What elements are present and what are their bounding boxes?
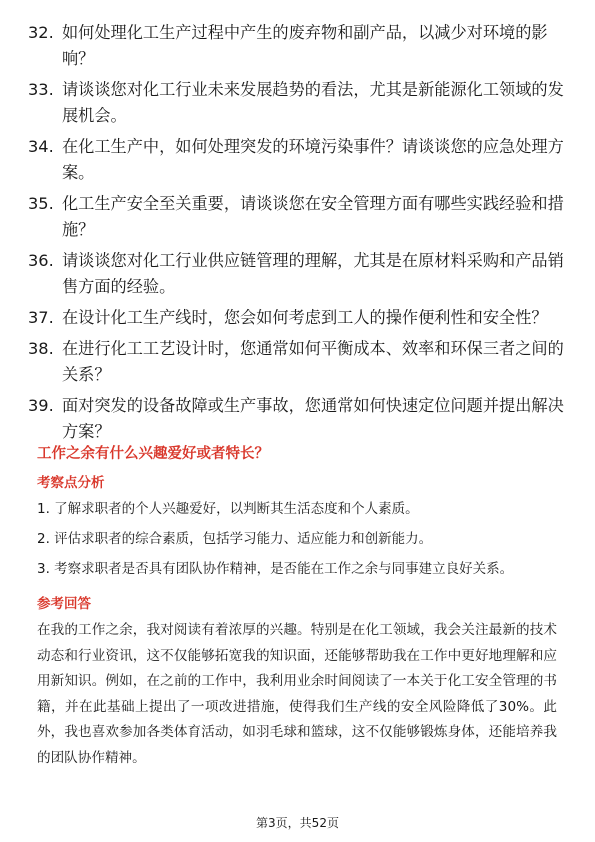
question-text: 在化工生产中，如何处理突发的环境污染事件？请谈谈您的应急处理方案。 [62,137,564,182]
question-text: 在进行化工工艺设计时，您通常如何平衡成本、效率和环保三者之间的关系？ [62,339,564,384]
question-text: 如何处理化工生产过程中产生的废弃物和副产品，以减少对环境的影响？ [62,23,548,68]
question-item [28,393,568,445]
analysis-list [37,500,567,590]
question-number: 32. [28,23,54,42]
analysis-item: 2. 评估求职者的综合素质，包括学习能力、适应能力和创新能力。 [37,531,433,547]
question-text: 请谈谈您对化工行业供应链管理的理解，尤其是在原材料采购和产品销售方面的经验。 [62,251,564,296]
analysis-item: 1. 了解求职者的个人兴趣爱好，以判断其生活态度和个人素质。 [37,501,419,517]
question-item [28,248,568,300]
answer-paragraph: 在我的工作之余，我对阅读有着浓厚的兴趣。特别是在化工领域，我会关注最新的技术动态和行业资讯，这不仅能够拓宽我的知识面，还能够帮助我在工作中更好地理解和应用新知识。例如，在之前的工作中，我利用业余时间阅读了一本关于化工安全管理的书籍，并在此基础上提出了一项改进措施，使得我们生产线的安全风险降低了30%。此外，我也喜欢参加各类体育活动，如羽毛球和篮球，这不仅能够锻炼身体，还能培养我的团队协作精神。 [37,622,557,766]
question-text: 化工生产安全至关重要，请谈谈您在安全管理方面有哪些实践经验和措施？ [62,194,564,239]
question-text: 面对突发的设备故障或生产事故，您通常如何快速定位问题并提出解决方案？ [62,396,564,441]
question-number: 37. [28,308,54,327]
analysis-item: 3. 考察求职者是否具有团队协作精神，是否能在工作之余与同事建立良好关系。 [37,561,514,577]
question-number: 36. [28,251,54,270]
analysis-heading: 考察点分析 [37,475,105,491]
question-number: 38. [28,339,54,358]
question-item [28,134,568,186]
question-item [28,20,568,72]
answer-heading: 参考回答 [37,596,91,612]
question-item [28,77,568,129]
question-number: 39. [28,396,54,415]
question-list [28,20,568,450]
question-number: 33. [28,80,54,99]
question-text: 在设计化工生产线时，您会如何考虑到工人的操作便利性和安全性？ [62,308,548,327]
question-number: 34. [28,137,54,156]
question-number: 35. [28,194,54,213]
question-item [28,305,568,331]
page-footer: 第3页，共52页 [256,816,339,830]
section-heading: 工作之余有什么兴趣爱好或者特长？ [37,446,269,462]
question-item [28,191,568,243]
question-item [28,336,568,388]
question-text: 请谈谈您对化工行业未来发展趋势的看法，尤其是新能源化工领域的发展机会。 [62,80,564,125]
